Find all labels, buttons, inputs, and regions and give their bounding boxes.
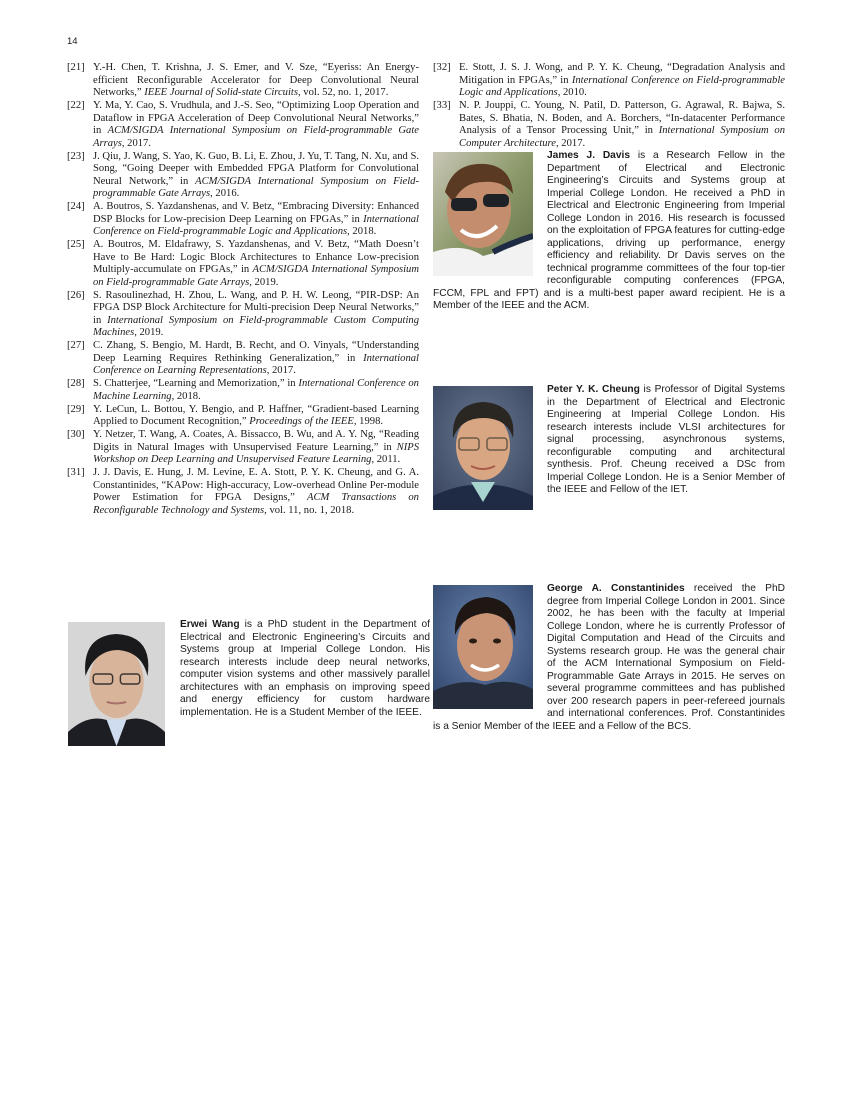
page-number: 14 bbox=[67, 36, 78, 47]
author-bio-george-constantinides bbox=[433, 583, 785, 733]
author-name: Peter Y. K. Cheung bbox=[547, 384, 640, 395]
reference-item: [33] N. P. Jouppi, C. Young, N. Patil, D. Patterson, G. Agrawal, R. Bajwa, S. Bates, S. Bhatia, N. Boden, and A. Borchers, “In-datacenter Performance Analysis of a Tensor Processing Unit,” in International Symposium on Computer Architecture, 2017. bbox=[433, 100, 785, 149]
reference-number: [30] bbox=[67, 429, 85, 440]
reference-item: [23] J. Qiu, J. Wang, S. Yao, K. Guo, B. Li, E. Zhou, J. Yu, T. Tang, N. Xu, and S. Song, “Going Deeper with Embedded FPGA Platform for Convolutional Neural Network,” in ACM/SIGDA International Symposium on Field-programmable Gate Arrays, 2016. bbox=[67, 150, 419, 199]
portrait-photo-icon bbox=[433, 152, 533, 276]
author-name: George A. Constantinides bbox=[547, 583, 685, 594]
reference-item: [27] C. Zhang, S. Bengio, M. Hardt, B. Recht, and O. Vinyals, “Understanding Deep Learning Requires Rethinking Generalization,” in International Conference on Learning Representations, 2017. bbox=[67, 340, 419, 376]
reference-number: [31] bbox=[67, 467, 85, 478]
reference-venue: International Conference on Learning Representations bbox=[93, 352, 419, 376]
reference-number: [28] bbox=[67, 378, 85, 389]
references-right-column bbox=[433, 62, 785, 151]
reference-venue: IEEE Journal of Solid-state Circuits bbox=[144, 87, 298, 98]
reference-number: [22] bbox=[67, 100, 85, 111]
author-bio-text: received the PhD degree from Imperial College London in 2001. Since 2002, he has been with the faculty at Imperial College London, where he is currently Professor of Digital Computation and Head of the Circuits and Systems research group. He was the general chair of the ACM International Symposium on Field-Programmable Gate Arrays in 2015. He serves on several programme committees and has published over 200 research papers in peer-refereed journals and international conferences. Prof. Constantinides is a Senior Member of the IEEE and a Fellow of the BCS. bbox=[433, 583, 785, 732]
reference-number: [29] bbox=[67, 403, 85, 415]
author-bio-text: is a PhD student in the Department of Electrical and Electronic Engineering’s Circuits and Systems group at Imperial College London. His research interests include deep neural networks, computer vision systems and other massively parallel architectures with an emphasis on improving speed and energy efficiency for custom hardware implementation. He is a Student Member of the IEEE. bbox=[180, 619, 431, 718]
reference-item: [22] Y. Ma, Y. Cao, S. Vrudhula, and J.-S. Seo, “Optimizing Loop Operation and Dataflow in FPGA Acceleration of Deep Convolutional Neural Networks,” in ACM/SIGDA International Symposium on Field-programmable Gate Arrays, 2017. bbox=[67, 100, 419, 149]
author-photo-peter-cheung bbox=[433, 386, 533, 510]
reference-list bbox=[67, 62, 419, 517]
reference-number: [32] bbox=[433, 62, 451, 73]
reference-venue: ACM Transactions on Reconfigurable Technology and Systems bbox=[93, 492, 419, 516]
references-left-column bbox=[67, 62, 419, 518]
reference-venue: International Conference on Field-programmable Logic and Applications bbox=[459, 74, 785, 98]
author-photo-james-davis bbox=[433, 152, 533, 276]
author-photo-erwei-wang bbox=[68, 622, 165, 746]
reference-item: [26] S. Rasoulinezhad, H. Zhou, L. Wang, and P. H. W. Leong, “PIR-DSP: An FPGA DSP Block Architecture for Multi-precision Deep Neural Networks,” in International Symposium on Field-programmable Custom Computing Machines, 2019. bbox=[67, 289, 419, 338]
reference-item: [28] S. Chatterjee, “Learning and Memorization,” in International Conference on Machine Learning, 2018. bbox=[67, 378, 419, 402]
reference-item: [25] A. Boutros, M. Eldafrawy, S. Yazdanshenas, and V. Betz, “Math Doesn’t Have to Be Hard: Logic Block Architectures to Enhance Low-precision Multiply-accumulate on FPGAs,” in ACM/SIGDA International Symposium on Field-programmable Gate Arrays, 2019. bbox=[67, 239, 420, 288]
reference-number: [24] bbox=[67, 201, 85, 212]
author-name: Erwei Wang bbox=[180, 619, 240, 630]
reference-number: [26] bbox=[67, 289, 85, 301]
reference-item: [31] J. J. Davis, E. Hung, J. M. Levine, E. A. Stott, P. Y. K. Cheung, and G. A. Constantinides, “KAPow: High-accuracy, Low-overhead Online Per-module Power Estimation for FPGA Designs,” ACM Transactions on Reconfigurable Technology and Systems, vol. 11, no. 1, 2018. bbox=[67, 467, 419, 516]
reference-venue: NIPS Workshop on Deep Learning and Unsupervised Feature Learning bbox=[93, 441, 419, 465]
reference-venue: International Symposium on Field-programmable Custom Computing Machines bbox=[93, 314, 419, 338]
author-photo-george-constantinides bbox=[433, 585, 533, 709]
portrait-photo-icon bbox=[68, 622, 165, 746]
reference-number: [33] bbox=[433, 100, 451, 111]
reference-item: [21] Y.-H. Chen, T. Krishna, J. S. Emer, and V. Sze, “Eyeriss: An Energy-efficient Reconfigurable Accelerator for Deep Convolutional Neural Networks,” IEEE Journal of Solid-state Circuits, vol. 52, no. 1, 2017. bbox=[67, 62, 419, 98]
author-bio-text: is a Research Fellow in the Department of Electrical and Electronic Engineering’s Circuits and Systems group at Imperial College London. He received a PhD in Electrical and Electronic Engineering from Imperial College London in 2016. His research is focussed on the exploitation of FPGA features for cutting-edge applications, driving up performance, energy efficiency and reliability. Dr Davis serves on the technical programme committees of the four top-tier reconfigurable computing conferences (FPGA, FCCM, FPL and FPT) and is a multi-best paper award recipient. He is a Member of the IEEE and the ACM. bbox=[433, 150, 785, 311]
author-name: James J. Davis bbox=[547, 150, 631, 161]
reference-list bbox=[433, 62, 785, 150]
portrait-photo-icon bbox=[433, 585, 533, 709]
reference-venue: ACM/SIGDA International Symposium on Field-programmable Gate Arrays bbox=[93, 264, 420, 288]
portrait-photo-icon bbox=[433, 386, 533, 510]
reference-venue: ACM/SIGDA International Symposium on Field-programmable Gate Arrays bbox=[93, 125, 419, 149]
reference-venue: International Conference on Machine Learning bbox=[93, 378, 419, 402]
reference-number: [21] bbox=[67, 62, 85, 73]
reference-number: [23] bbox=[67, 150, 85, 162]
reference-venue: ACM/SIGDA International Symposium on Field-programmable Gate Arrays bbox=[93, 175, 419, 199]
author-bio-erwei-wang bbox=[68, 619, 430, 748]
reference-item: [29] Y. LeCun, L. Bottou, Y. Bengio, and P. Haffner, “Gradient-based Learning Applied to Document Recognition,” Proceedings of the IEEE, 1998. bbox=[67, 403, 419, 427]
author-bio-james-davis bbox=[433, 150, 785, 313]
reference-number: [25] bbox=[67, 239, 85, 250]
reference-item: [30] Y. Netzer, T. Wang, A. Coates, A. Bissacco, B. Wu, and A. Y. Ng, “Reading Digits in Natural Images with Unsupervised Feature Learning,” in NIPS Workshop on Deep Learning and Unsupervised Feature Learning, 2011. bbox=[67, 429, 419, 465]
reference-venue: Proceedings of the IEEE bbox=[249, 416, 354, 427]
reference-venue: International Symposium on Computer Architecture bbox=[459, 125, 785, 149]
reference-item: [32] E. Stott, J. S. J. Wong, and P. Y. K. Cheung, “Degradation Analysis and Mitigation in FPGAs,” in International Conference on Field-programmable Logic and Applications, 2010. bbox=[433, 62, 785, 98]
author-bio-peter-cheung bbox=[433, 384, 785, 512]
reference-venue: International Conference on Field-programmable Logic and Applications bbox=[93, 213, 419, 237]
reference-item: [24] A. Boutros, S. Yazdanshenas, and V. Betz, “Embracing Diversity: Enhanced DSP Blocks for Low-precision Deep Learning on FPGAs,” in International Conference on Field-programmable Logic and Applications, 2018. bbox=[67, 201, 419, 237]
author-bio-text: is Professor of Digital Systems in the Department of Electrical and Electronic Engineering at Imperial College London. His research interests include VLSI architectures for signal processing, asynchronous systems, reconfigurable computing and architectural synthesis. Prof. Cheung received a DSc from Imperial College London. He is a Senior Member of the IEEE and Fellow of the IET. bbox=[547, 384, 786, 495]
reference-number: [27] bbox=[67, 340, 85, 351]
